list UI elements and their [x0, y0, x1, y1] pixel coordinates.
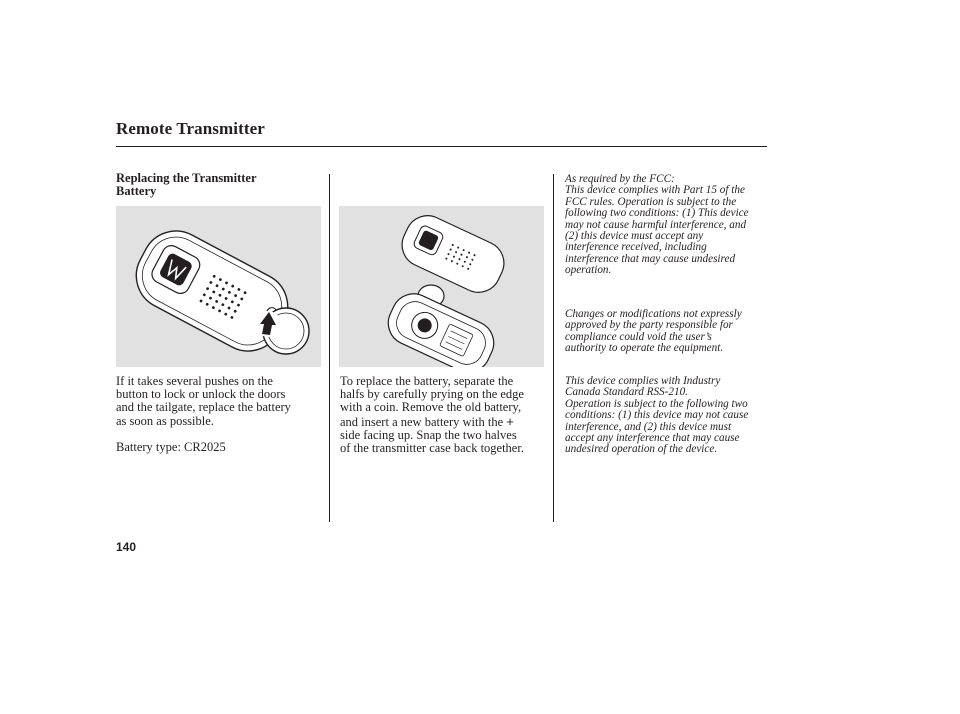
remote-fob-illustration — [116, 206, 321, 367]
battery-replace-intro: If it takes several pushes on the button to lock or unlock the doors and the tailgate, replace the battery as soon as possible. — [116, 374, 291, 428]
title-rule — [116, 146, 767, 147]
opened-case-illustration — [339, 206, 544, 367]
modifications-notice: Changes or modifications not expressly approved by the party responsible for compliance could void the user’s authority to operate the equipment. — [565, 308, 742, 355]
section-heading-line2: Battery — [116, 184, 157, 198]
section-heading-line1: Replacing the Transmitter — [116, 171, 257, 185]
plus-symbol: + — [506, 413, 514, 429]
transmitter-figure — [116, 206, 321, 367]
column-divider-1 — [329, 174, 330, 522]
instructions-part1: To replace the battery, separate the halfs by carefully prying on the edge with a coin. Remove the old battery, and insert a new battery with the — [340, 374, 524, 429]
page-title: Remote Transmitter — [116, 119, 265, 138]
battery-replace-instructions — [340, 375, 552, 455]
fcc-notice: As required by the FCC: This device complies with Part 15 of the FCC rules. Operation is subject to the following two conditions: (1) This device may not cause harmful interference, and (2) this device must accept any interference received, including interference that may cause undesired operation. — [565, 173, 749, 277]
opened-case-figure — [339, 206, 544, 367]
instructions-part2: side facing up. Snap the two halves of the transmitter case back together. — [340, 427, 524, 456]
industry-canada-notice: This device complies with Industry Canada Standard RSS-210. Operation is subject to the following two conditions: (1) this device may not cause interference, and (2) this device must accept any interference that may cause undesired operation of the device. — [565, 375, 749, 456]
battery-type: Battery type: CR2025 — [116, 440, 226, 454]
column-divider-2 — [553, 174, 554, 522]
page-number: 140 — [116, 540, 137, 554]
section-heading — [116, 172, 316, 198]
